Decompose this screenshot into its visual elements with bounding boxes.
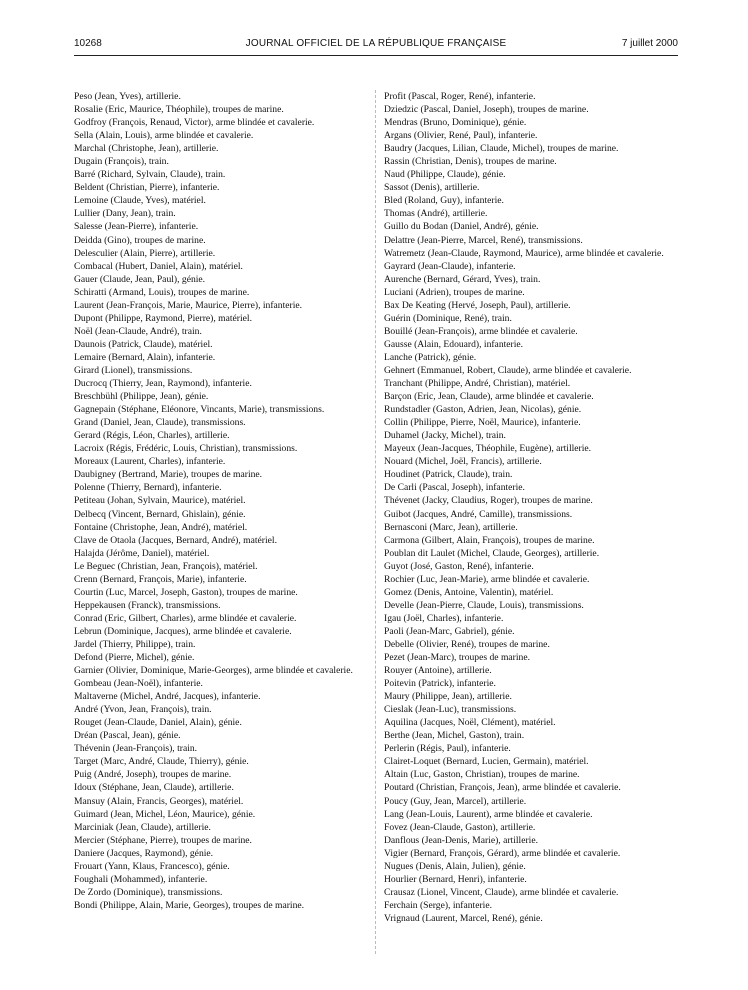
list-item: De Zordo (Dominique), transmissions.: [74, 886, 223, 898]
list-item: Frouart (Yann, Klaus, Francesco), génie.: [74, 860, 230, 872]
list-item: Vigier (Bernard, François, Gérard), arme blindée et cavalerie.: [384, 847, 621, 859]
list-item: Foughali (Mohammed), infanterie.: [74, 873, 208, 885]
list-item: Salesse (Jean-Pierre), infanterie.: [74, 221, 199, 233]
journal-title: JOURNAL OFFICIEL DE LA RÉPUBLIQUE FRANÇAISE: [245, 38, 507, 49]
list-item: Rochier (Luc, Jean-Marie), arme blindée et cavalerie.: [384, 573, 590, 585]
list-item: Petiteau (Johan, Sylvain, Maurice), matériel.: [74, 495, 246, 507]
list-item: Poitevin (Patrick), infanterie.: [384, 678, 496, 690]
list-item: Aurenche (Bernard, Gérard, Yves), train.: [384, 273, 541, 285]
list-item: Dziedzic (Pascal, Daniel, Joseph), troupes de marine.: [384, 104, 589, 116]
list-item: Dréan (Pascal, Jean), génie.: [74, 730, 181, 742]
list-item: Puig (André, Joseph), troupes de marine.: [74, 769, 232, 781]
list-item: Lemoine (Claude, Yves), matériel.: [74, 195, 206, 207]
list-item: Perlerin (Régis, Paul), infanterie.: [384, 743, 511, 755]
list-item: Deidda (Gino), troupes de marine.: [74, 234, 206, 246]
list-item: Altain (Luc, Gaston, Christian), troupes de marine.: [384, 769, 580, 781]
list-item: Crausaz (Lionel, Vincent, Claude), arme blindée et cavalerie.: [384, 886, 619, 898]
list-item: Thévenin (Jean-François), train.: [74, 743, 198, 755]
list-item: Debelle (Olivier, René), troupes de marine.: [384, 638, 550, 650]
list-item: Lang (Jean-Louis, Laurent), arme blindée et cavalerie.: [384, 808, 593, 820]
left-column: [74, 90, 364, 912]
list-item: Target (Marc, André, Claude, Thierry), génie.: [74, 756, 249, 768]
list-item: Lemaire (Bernard, Alain), infanterie.: [74, 351, 216, 363]
list-item: Marciniak (Jean, Claude), artillerie.: [74, 821, 211, 833]
list-item: Mayeux (Jean-Jacques, Théophile, Eugène), artillerie.: [384, 443, 592, 455]
column-divider: [375, 90, 376, 954]
list-item: Halajda (Jérôme, Daniel), matériel.: [74, 547, 210, 559]
list-item: Jardel (Thierry, Philippe), train.: [74, 638, 196, 650]
list-item: Danflous (Jean-Denis, Marie), artillerie.: [384, 834, 538, 846]
list-item: Daubigney (Bertrand, Marie), troupes de marine.: [74, 469, 263, 481]
list-item: Gomez (Denis, Antoine, Valentin), matériel.: [384, 586, 554, 598]
list-item: Argans (Olivier, René, Paul), infanterie.: [384, 130, 538, 142]
list-item: Igau (Joël, Charles), infanterie.: [384, 612, 504, 624]
list-item: Le Beguec (Christian, Jean, François), matériel.: [74, 560, 258, 572]
list-item: Paoli (Jean-Marc, Gabriel), génie.: [384, 625, 515, 637]
list-item: Rouget (Jean-Claude, Daniel, Alain), génie.: [74, 717, 242, 729]
list-item: Nouard (Michel, Joël, Francis), artillerie.: [384, 456, 542, 468]
list-item: André (Yvon, Jean, François), train.: [74, 704, 212, 716]
list-item: Poutard (Christian, François, Jean), arme blindée et cavalerie.: [384, 782, 621, 794]
publication-date: 7 juillet 2000: [621, 38, 678, 49]
list-item: Gerard (Régis, Léon, Charles), artillerie.: [74, 430, 230, 442]
list-item: Gagnepain (Stéphane, Eléonore, Vincants, Marie), transmissions.: [74, 404, 325, 416]
list-item: Daunois (Patrick, Claude), matériel.: [74, 338, 213, 350]
list-item: Delbecq (Vincent, Bernard, Ghislain), génie.: [74, 508, 246, 520]
list-item: Naud (Philippe, Claude), génie.: [384, 169, 506, 181]
list-item: Poublan dit Laulet (Michel, Claude, Georges), artillerie.: [384, 547, 600, 559]
list-item: Hourlier (Bernard, Henri), infanterie.: [384, 873, 527, 885]
list-item: Crenn (Bernard, François, Marie), infanterie.: [74, 573, 247, 585]
list-item: Berthe (Jean, Michel, Gaston), train.: [384, 730, 525, 742]
list-item: Fovez (Jean-Claude, Gaston), artillerie.: [384, 821, 536, 833]
list-item: Laurent (Jean-François, Marie, Maurice, Pierre), infanterie.: [74, 299, 303, 311]
list-item: Fontaine (Christophe, Jean, André), matériel.: [74, 521, 248, 533]
list-item: Rundstadler (Gaston, Adrien, Jean, Nicolas), génie.: [384, 404, 582, 416]
list-item: Mendras (Bruno, Dominique), génie.: [384, 117, 527, 129]
list-item: Develle (Jean-Pierre, Claude, Louis), transmissions.: [384, 599, 584, 611]
list-item: Godfroy (François, Renaud, Victor), arme blindée et cavalerie.: [74, 117, 315, 129]
list-item: Beldent (Christian, Pierre), infanterie.: [74, 182, 220, 194]
list-item: Breschbühl (Philippe, Jean), génie.: [74, 391, 209, 403]
page-header: [74, 38, 678, 54]
list-item: Lullier (Dany, Jean), train.: [74, 208, 176, 220]
list-item: Schiratti (Armand, Louis), troupes de marine.: [74, 286, 250, 298]
list-item: Thomas (André), artillerie.: [384, 208, 488, 220]
list-item: Grand (Daniel, Jean, Claude), transmissions.: [74, 417, 246, 429]
list-item: Gausse (Alain, Edouard), infanterie.: [384, 338, 524, 350]
list-item: Cieslak (Jean-Luc), transmissions.: [384, 704, 517, 716]
list-item: Guillo du Bodan (Daniel, André), génie.: [384, 221, 539, 233]
list-item: Mercier (Stéphane, Pierre), troupes de marine.: [74, 834, 252, 846]
list-item: Gombeau (Jean-Noël), infanterie.: [74, 678, 203, 690]
list-item: Poucy (Guy, Jean, Marcel), artillerie.: [384, 795, 527, 807]
list-item: Luciani (Adrien), troupes de marine.: [384, 286, 525, 298]
list-item: Moreaux (Laurent, Charles), infanterie.: [74, 456, 226, 468]
list-item: Bax De Keating (Hervé, Joseph, Paul), artillerie.: [384, 299, 571, 311]
list-item: Garnier (Olivier, Dominique, Marie-Georges), arme blindée et cavalerie.: [74, 665, 353, 677]
list-item: Watremetz (Jean-Claude, Raymond, Maurice), arme blindée et cavalerie.: [384, 247, 664, 259]
list-item: Ferchain (Serge), infanterie.: [384, 899, 492, 911]
header-rule: [74, 55, 678, 56]
list-item: Mansuy (Alain, Francis, Georges), matériel.: [74, 795, 244, 807]
list-item: Guibot (Jacques, André, Camille), transmissions.: [384, 508, 573, 520]
list-item: Peso (Jean, Yves), artillerie.: [74, 91, 181, 102]
list-item: Carmona (Gilbert, Alain, François), troupes de marine.: [384, 534, 595, 546]
list-item: Polenne (Thierry, Bernard), infanterie.: [74, 482, 222, 494]
list-item: Idoux (Stéphane, Jean, Claude), artillerie.: [74, 782, 234, 794]
list-item: Maury (Philippe, Jean), artillerie.: [384, 691, 512, 703]
list-item: Rassin (Christian, Denis), troupes de marine.: [384, 156, 557, 168]
list-item: Gehnert (Emmanuel, Robert, Claude), arme blindée et cavalerie.: [384, 364, 632, 376]
list-item: Collin (Philippe, Pierre, Noël, Maurice), infanterie.: [384, 417, 581, 429]
list-item: Marchal (Christophe, Jean), artillerie.: [74, 143, 219, 155]
list-item: Bled (Roland, Guy), infanterie.: [384, 195, 504, 207]
list-item: Gauer (Claude, Jean, Paul), génie.: [74, 273, 206, 285]
list-item: Bernasconi (Marc, Jean), artillerie.: [384, 521, 518, 533]
list-item: Heppekausen (Franck), transmissions.: [74, 599, 221, 611]
list-item: Bondi (Philippe, Alain, Marie, Georges), troupes de marine.: [74, 899, 305, 911]
list-item: Dupont (Philippe, Raymond, Pierre), matériel.: [74, 312, 252, 324]
list-item: Noël (Jean-Claude, André), train.: [74, 325, 202, 337]
list-item: Defond (Pierre, Michel), génie.: [74, 652, 195, 664]
list-item: Delesculier (Alain, Pierre), artillerie.: [74, 247, 216, 259]
list-item: Baudry (Jacques, Lilian, Claude, Michel), troupes de marine.: [384, 143, 619, 155]
page-number: 10268: [74, 38, 102, 49]
list-item: Houdinet (Patrick, Claude), train.: [384, 469, 513, 481]
list-item: Barçon (Eric, Jean, Claude), arme blindée et cavalerie.: [384, 391, 594, 403]
list-item: Guimard (Jean, Michel, Léon, Maurice), génie.: [74, 808, 256, 820]
list-item: Daniere (Jacques, Raymond), génie.: [74, 847, 214, 859]
list-item: Aquilina (Jacques, Noël, Clément), matériel.: [384, 717, 556, 729]
list-item: Rouyer (Antoine), artillerie.: [384, 665, 492, 677]
list-item: Clave de Otaola (Jacques, Bernard, André), matériel.: [74, 534, 277, 546]
list-item: Delattre (Jean-Pierre, Marcel, René), transmissions.: [384, 234, 583, 246]
list-item: Vrignaud (Laurent, Marcel, René), génie.: [384, 912, 543, 924]
list-item: Bouillé (Jean-François), arme blindée et cavalerie.: [384, 325, 578, 337]
list-item: Maltaverne (Michel, André, Jacques), infanterie.: [74, 691, 261, 703]
right-column: [384, 90, 674, 925]
list-item: Rosalie (Eric, Maurice, Théophile), troupes de marine.: [74, 104, 284, 116]
list-item: Profit (Pascal, Roger, René), infanterie.: [384, 91, 536, 102]
list-item: Pezet (Jean-Marc), troupes de marine.: [384, 652, 530, 664]
list-item: Girard (Lionel), transmissions.: [74, 364, 193, 376]
list-item: Tranchant (Philippe, André, Christian), matériel.: [384, 378, 571, 390]
list-item: Ducrocq (Thierry, Jean, Raymond), infanterie.: [74, 378, 252, 390]
list-item: Dugain (François), train.: [74, 156, 169, 168]
list-item: Sella (Alain, Louis), arme blindée et cavalerie.: [74, 130, 254, 142]
list-item: Lanche (Patrick), génie.: [384, 351, 477, 363]
list-item: Conrad (Eric, Gilbert, Charles), arme blindée et cavalerie.: [74, 612, 297, 624]
list-item: Barré (Richard, Sylvain, Claude), train.: [74, 169, 226, 181]
list-item: Lebrun (Dominique, Jacques), arme blindée et cavalerie.: [74, 625, 292, 637]
list-item: De Carli (Pascal, Joseph), infanterie.: [384, 482, 525, 494]
list-item: Lacroix (Régis, Frédéric, Louis, Christian), transmissions.: [74, 443, 298, 455]
list-item: Courtin (Luc, Marcel, Joseph, Gaston), troupes de marine.: [74, 586, 298, 598]
list-item: Clairet-Loquet (Bernard, Lucien, Germain), matériel.: [384, 756, 589, 768]
list-item: Nugues (Denis, Alain, Julien), génie.: [384, 860, 526, 872]
list-item: Guyot (José, Gaston, René), infanterie.: [384, 560, 534, 572]
list-item: Duhamel (Jacky, Michel), train.: [384, 430, 506, 442]
list-item: Gayrard (Jean-Claude), infanterie.: [384, 260, 516, 272]
list-item: Combacal (Hubert, Daniel, Alain), matériel.: [74, 260, 243, 272]
list-item: Guérin (Dominique, René), train.: [384, 312, 512, 324]
list-item: Sassot (Denis), artillerie.: [384, 182, 480, 194]
list-item: Thévenet (Jacky, Claudius, Roger), troupes de marine.: [384, 495, 593, 507]
